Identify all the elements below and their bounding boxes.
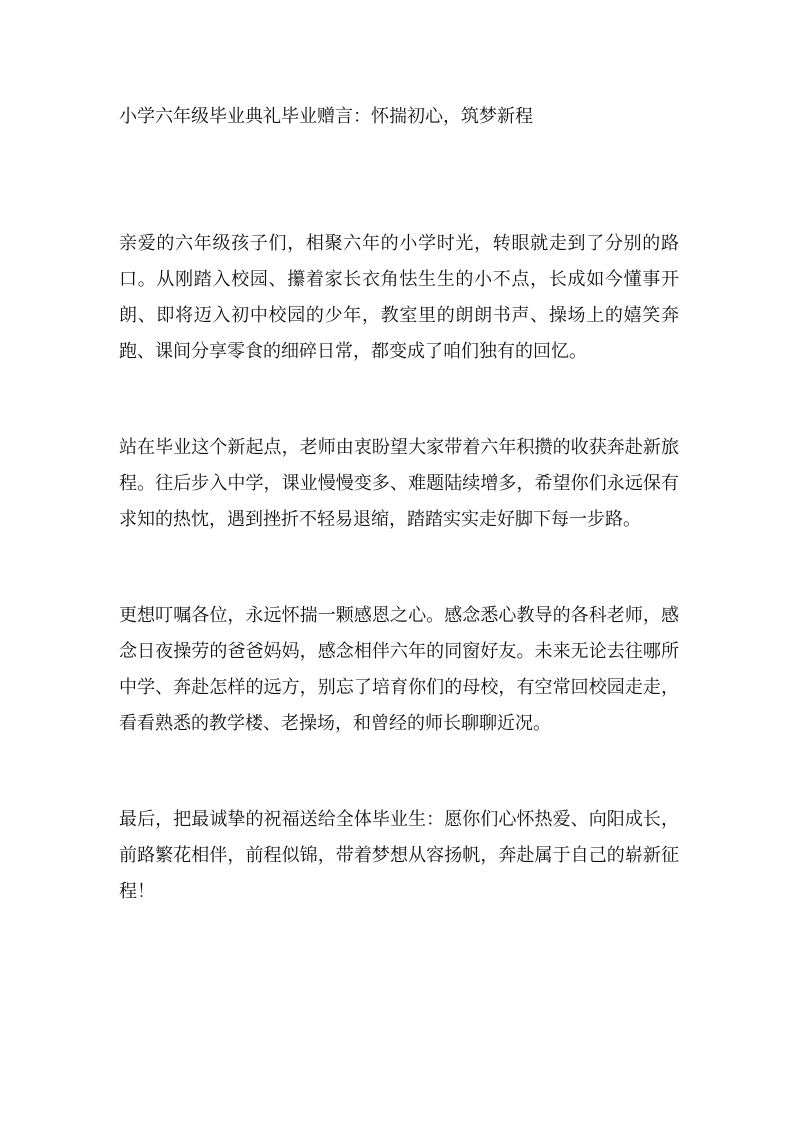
paragraph-new-start: 站在毕业这个新起点，老师由衷盼望大家带着六年积攒的收获奔赴新旅程。往后步入中学，课业慢慢变多、难题陆续增多，希望你们永远保有求知的热忱，遇到挫折不轻易退缩，踏踏实实走好脚下每一步路。	[119, 437, 679, 530]
paragraph-blessing: 最后，把最诚挚的祝福送给全体毕业生：愿你们心怀热爱、向阳成长，前路繁花相伴，前程似锦，带着梦想从容扬帆，奔赴属于自己的崭新征程！	[119, 809, 679, 902]
paragraph-greeting: 亲爱的六年级孩子们，相聚六年的小学时光，转眼就走到了分别的路口。从刚踏入校园、攥着家长衣角怯生生的小不点，长成如今懂事开朗、即将迈入初中校园的少年，教室里的朗朗书声、操场上的嬉笑奔跑、课间分享零食的细碎日常，都变成了咱们独有的回忆。	[119, 233, 679, 362]
paragraph-gratitude: 更想叮嘱各位，永远怀揣一颗感恩之心。感念悉心教导的各科老师，感念日夜操劳的爸爸妈妈，感念相伴六年的同窗好友。未来无论去往哪所中学、奔赴怎样的远方，别忘了培育你们的母校，有空常回校园走走，看看熟悉的教学楼、老操场，和曾经的师长聊聊近况。	[119, 605, 679, 734]
document-title: 小学六年级毕业典礼毕业赠言：怀揣初心，筑梦新程	[119, 106, 533, 127]
